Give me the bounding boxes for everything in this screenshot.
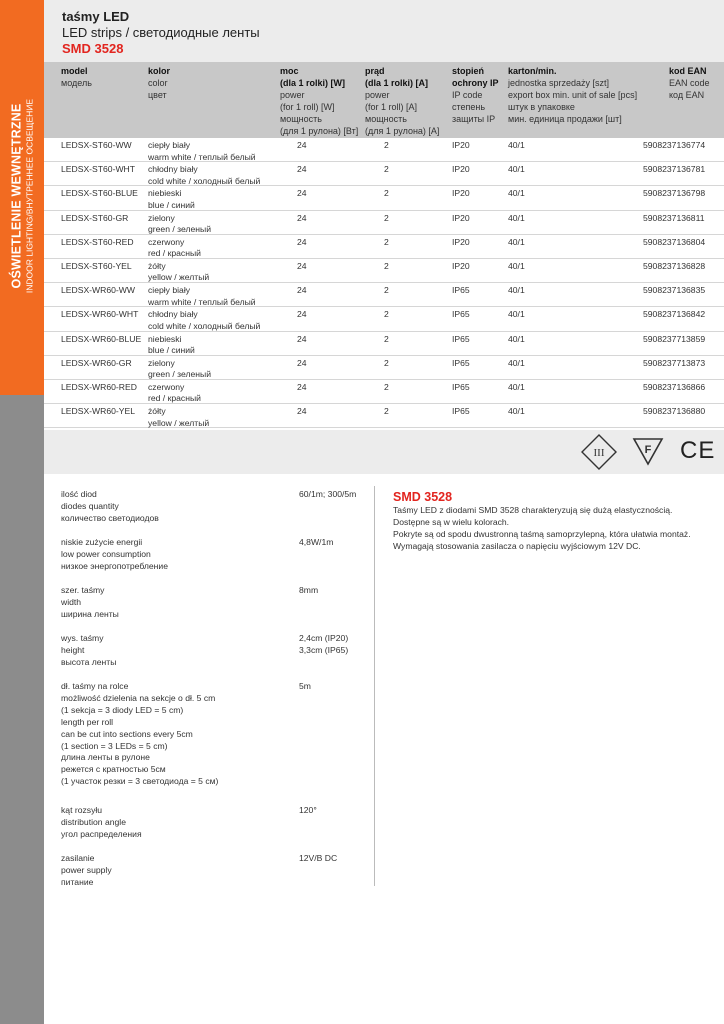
box-cell: 40/1: [508, 164, 525, 175]
column-header-line: мин. единица продажи [шт]: [508, 114, 622, 124]
table-row: [44, 283, 724, 307]
ean-cell: 5908237136798: [643, 188, 706, 199]
column-header-line: power: [280, 90, 305, 100]
color-cell: [148, 164, 260, 187]
color-name-pl: chłodny biały: [148, 309, 198, 320]
power-cell: 24: [297, 406, 307, 417]
side-category-label: [10, 46, 35, 346]
color-name-en-ru: blue / синий: [148, 345, 195, 355]
color-name-en-ru: yellow / желтый: [148, 417, 210, 428]
page-subtitle: LED strips / светодиодные ленты: [62, 25, 260, 40]
column-header-line: (для 1 рулона) [A]: [365, 126, 440, 136]
power-cell: 24: [297, 381, 307, 392]
column-header-line: мощность: [280, 114, 322, 124]
specifications: [44, 474, 724, 1024]
ip-cell: IP65: [452, 333, 470, 344]
ean-cell: 5908237136828: [643, 260, 706, 271]
model-cell: LEDSX-WR60-GR: [61, 357, 132, 368]
box-cell: 40/1: [508, 140, 525, 150]
box-cell: 40/1: [508, 333, 525, 344]
box-cell: 40/1: [508, 285, 525, 296]
current-cell: 2: [384, 285, 389, 296]
ean-cell: 5908237136811: [643, 212, 705, 223]
color-cell: [148, 309, 260, 332]
spec-value: 8mm: [299, 585, 319, 595]
color-cell: [148, 261, 209, 284]
current-cell: 2: [384, 260, 389, 271]
color-name-pl: chłodny biały: [148, 164, 198, 175]
model-cell: LEDSX-WR60-BLUE: [61, 333, 142, 344]
box-cell: 40/1: [508, 236, 525, 247]
current-cell: 2: [384, 406, 389, 417]
ean-cell: 5908237136866: [643, 381, 706, 392]
color-name-pl: ciepły biały: [148, 140, 191, 150]
color-name-pl: niebieski: [148, 188, 182, 199]
table-row: [44, 138, 724, 162]
column-header-line: степень: [452, 102, 486, 112]
column-header-model: [61, 65, 92, 89]
ip-cell: IP20: [452, 212, 470, 223]
ean-cell: 5908237136781: [643, 164, 706, 175]
color-name-pl: zielony: [148, 357, 175, 368]
ean-cell: 5908237136842: [643, 309, 706, 320]
ip-cell: IP20: [452, 140, 470, 150]
color-name-pl: czerwony: [148, 236, 185, 247]
column-header-line: karton/min.: [508, 66, 557, 76]
color-name-en-ru: red / красный: [148, 248, 201, 259]
ean-cell: 5908237136774: [643, 140, 706, 150]
color-name-pl: czerwony: [148, 381, 185, 392]
current-cell: 2: [384, 309, 389, 320]
table-row: [44, 356, 724, 380]
column-header-line: ochrony IP: [452, 78, 499, 88]
color-name-pl: ciepły biały: [148, 285, 191, 296]
current-cell: 2: [384, 357, 389, 368]
color-name-pl: żółty: [148, 406, 166, 417]
power-cell: 24: [297, 309, 307, 320]
color-name-pl: niebieski: [148, 333, 182, 344]
column-header-line: kod EAN: [669, 66, 707, 76]
color-name-en-ru: blue / синий: [148, 199, 195, 210]
side-bar: [0, 0, 44, 1024]
f-mark-icon: [632, 436, 664, 466]
column-header-line: EAN code: [669, 78, 710, 88]
class-iii-label: III: [593, 447, 605, 459]
spec-label: kąt rozsyłu distribution angle угол распределения: [61, 805, 142, 839]
column-header-line: штук в упаковке: [508, 102, 575, 112]
model-cell: LEDSX-WR60-RED: [61, 381, 137, 392]
current-cell: 2: [384, 188, 389, 199]
ip-cell: IP65: [452, 406, 470, 417]
column-header-power: [280, 65, 358, 137]
power-cell: 24: [297, 188, 307, 199]
column-header-line: (dla 1 rolki) [A]: [365, 78, 429, 88]
model-cell: LEDSX-ST60-RED: [61, 236, 134, 247]
color-name-en-ru: warm white / теплый белый: [148, 151, 256, 162]
color-cell: [148, 358, 211, 381]
description-line: Pokryte są od spodu dwustronną taśmą samoprzylepną, która ułatwia montaż.: [393, 528, 691, 539]
color-name-en-ru: green / зеленый: [148, 369, 211, 380]
spec-value: 4,8W/1m: [299, 537, 334, 547]
column-header-line: мощность: [365, 114, 407, 124]
column-header-line: export box min. unit of sale [pcs]: [508, 90, 638, 100]
product-name: SMD 3528: [62, 41, 124, 56]
table-row: [44, 380, 724, 404]
spec-value: 5m: [299, 681, 311, 691]
model-cell: LEDSX-ST60-GR: [61, 212, 129, 223]
spec-label: niskie zużycie energii low power consumption низкое энергопотребление: [61, 537, 169, 571]
box-cell: 40/1: [508, 188, 525, 199]
column-header-line: (for 1 roll) [A]: [365, 102, 418, 112]
spec-value: 60/1m; 300/5m: [299, 489, 357, 499]
current-cell: 2: [384, 140, 389, 150]
current-cell: 2: [384, 236, 389, 247]
model-cell: LEDSX-ST60-WW: [61, 140, 132, 150]
color-cell: [148, 382, 201, 405]
ce-mark-icon: CE: [680, 437, 716, 464]
column-header-line: (for 1 roll) [W]: [280, 102, 335, 112]
table-row: [44, 186, 724, 210]
description-title: SMD 3528: [393, 490, 453, 504]
ip-cell: IP65: [452, 309, 470, 320]
ean-cell: 5908237136835: [643, 285, 706, 296]
current-cell: 2: [384, 164, 389, 175]
column-header-line: jednostka sprzedaży [szt]: [508, 78, 610, 88]
spec-value: 2,4cm (IP20) 3,3cm (IP65): [299, 633, 349, 655]
table-header: [44, 62, 724, 138]
column-header-line: (для 1 рулона) [Вт]: [280, 126, 359, 136]
ip-cell: IP20: [452, 260, 470, 271]
ip-cell: IP65: [452, 381, 470, 392]
column-header-line: moc: [280, 66, 299, 76]
model-cell: LEDSX-ST60-BLUE: [61, 188, 138, 199]
table-row: [44, 235, 724, 259]
table-row: [44, 404, 724, 428]
column-header-line: цвет: [148, 90, 167, 100]
spec-label: szer. taśmy width ширина ленты: [61, 585, 119, 619]
model-cell: LEDSX-WR60-YEL: [61, 406, 136, 417]
color-cell: [148, 406, 209, 429]
color-cell: [148, 188, 195, 211]
model-cell: LEDSX-WR60-WHT: [61, 309, 139, 320]
table-row: [44, 162, 724, 186]
column-header-ean: [669, 65, 710, 101]
box-cell: 40/1: [508, 406, 525, 417]
divider: [374, 486, 375, 886]
model-cell: LEDSX-ST60-YEL: [61, 260, 132, 271]
description-line: Taśmy LED z diodami SMD 3528 charakteryzują się dużą elastycznością.: [393, 505, 673, 515]
page-title: taśmy LED: [62, 9, 130, 24]
table-row: [44, 211, 724, 235]
ean-cell: 5908237713859: [643, 333, 706, 344]
column-header-line: модель: [61, 78, 92, 88]
certification-band: [44, 430, 724, 474]
column-header-line: (dla 1 rolki) [W]: [280, 78, 345, 88]
column-header-current: [365, 65, 439, 137]
description-text: [393, 505, 713, 553]
column-header-line: IP code: [452, 90, 483, 100]
ip-cell: IP20: [452, 236, 470, 247]
spec-label: ilość diod diodes quantity количество светодиодов: [61, 489, 159, 523]
table-row: [44, 259, 724, 283]
color-cell: [148, 285, 256, 308]
box-cell: 40/1: [508, 381, 525, 392]
column-header-line: защиты IP: [452, 114, 496, 124]
current-cell: 2: [384, 381, 389, 392]
spec-label: zasilanie power supply питание: [61, 853, 112, 887]
class-iii-icon: [580, 433, 618, 471]
color-cell: [148, 213, 211, 236]
color-name-en-ru: green / зеленый: [148, 224, 211, 235]
power-cell: 24: [297, 260, 307, 271]
ip-cell: IP65: [452, 357, 470, 368]
power-cell: 24: [297, 164, 307, 175]
category-title: OŚWIETLENIE WEWNĘTRZNE: [9, 103, 24, 289]
f-mark-label: F: [644, 444, 652, 456]
color-cell: [148, 140, 256, 163]
description-line: Wymagają stosowania zasilacza o napięciu wyjściowym 12V DC.: [393, 540, 641, 551]
power-cell: 24: [297, 357, 307, 368]
spec-label: dł. taśmy na rolce możliwość dzielenia na sekcje o dł. 5 cm (1 sekcja = 3 diody LED = 5 cm) length per roll can be cut into sections every 5cm (1 section = 3 LEDs = 5 cm) длина ленты в рулоне режется с кратностью 5см (1 участок резки = 3 светодиода = 5 см): [61, 681, 219, 787]
color-name-pl: zielony: [148, 212, 175, 223]
table-row: [44, 307, 724, 331]
ip-cell: IP20: [452, 164, 470, 175]
color-name-en-ru: cold white / холодный белый: [148, 320, 261, 331]
column-header-line: model: [61, 66, 88, 76]
color-name-en-ru: warm white / теплый белый: [148, 296, 256, 307]
column-header-line: stopień: [452, 66, 485, 76]
power-cell: 24: [297, 140, 307, 150]
spec-value: 120°: [299, 805, 317, 815]
power-cell: 24: [297, 285, 307, 296]
column-header-line: color: [148, 78, 168, 88]
color-name-en-ru: cold white / холодный белый: [148, 175, 261, 186]
column-header-line: power: [365, 90, 390, 100]
color-cell: [148, 237, 201, 260]
column-header-ip: [452, 65, 499, 125]
power-cell: 24: [297, 333, 307, 344]
box-cell: 40/1: [508, 357, 525, 368]
column-header-line: код EAN: [669, 90, 705, 100]
spec-value: 12V/B DC: [299, 853, 338, 863]
ean-cell: 5908237136804: [643, 236, 706, 247]
color-name-pl: żółty: [148, 260, 166, 271]
box-cell: 40/1: [508, 309, 525, 320]
color-name-en-ru: red / красный: [148, 393, 201, 404]
table-row: [44, 332, 724, 356]
model-cell: LEDSX-ST60-WHT: [61, 164, 136, 175]
ean-cell: 5908237713873: [643, 357, 706, 368]
column-header-box: [508, 65, 637, 125]
color-name-en-ru: yellow / желтый: [148, 272, 210, 283]
current-cell: 2: [384, 333, 389, 344]
spec-label: wys. taśmy height высота ленты: [61, 633, 117, 667]
product-table: [44, 138, 724, 428]
ean-cell: 5908237136880: [643, 406, 706, 417]
category-subtitle: INDOOR LIGHTING/ВНУТРЕННЕЕ ОСВЕЩЕНИЕ: [24, 98, 35, 294]
column-header-line: prąd: [365, 66, 385, 76]
power-cell: 24: [297, 236, 307, 247]
ip-cell: IP20: [452, 188, 470, 199]
description-line: Dostępne są w wielu kolorach.: [393, 516, 510, 527]
current-cell: 2: [384, 212, 389, 223]
color-cell: [148, 334, 195, 357]
column-header-line: kolor: [148, 66, 171, 76]
box-cell: 40/1: [508, 260, 525, 271]
power-cell: 24: [297, 212, 307, 223]
page-header: [44, 0, 724, 62]
column-header-color: [148, 65, 170, 101]
ip-cell: IP65: [452, 285, 470, 296]
model-cell: LEDSX-WR60-WW: [61, 285, 136, 296]
box-cell: 40/1: [508, 212, 525, 223]
